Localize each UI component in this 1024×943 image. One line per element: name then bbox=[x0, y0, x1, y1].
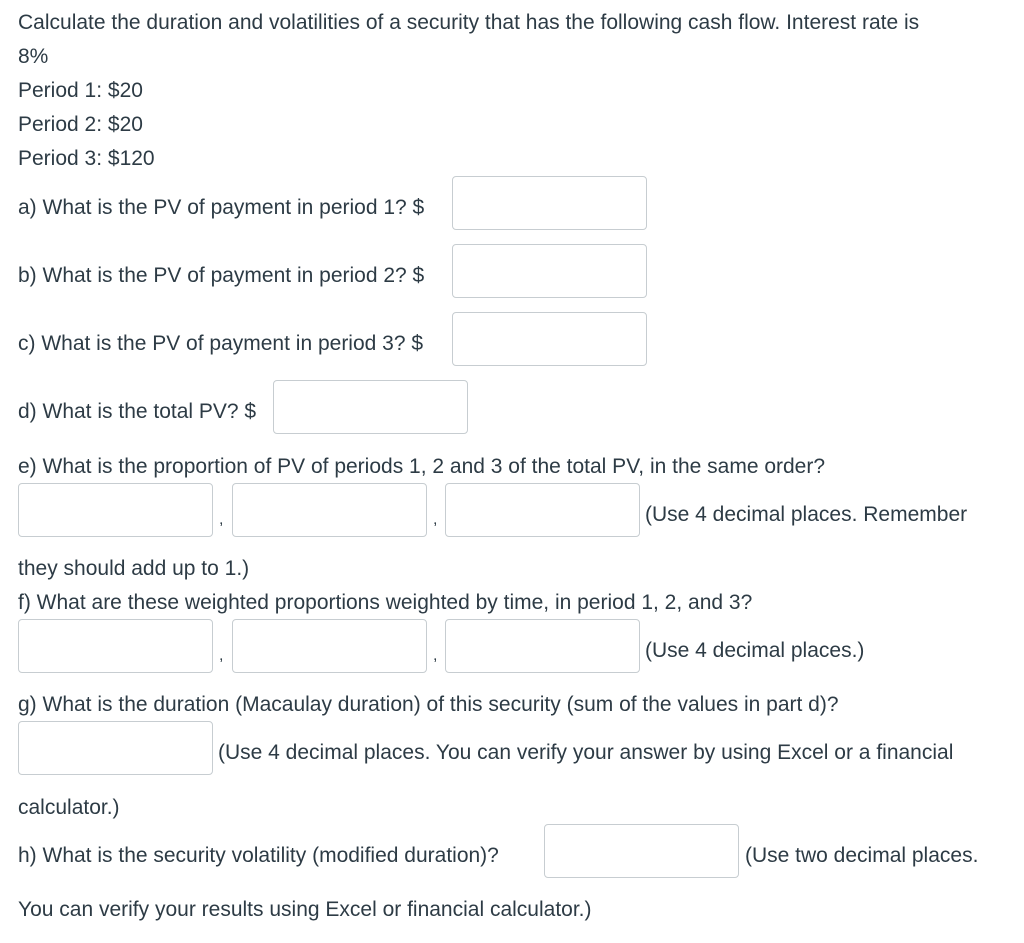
question-c-label: c) What is the PV of payment in period 3? $ bbox=[18, 332, 424, 355]
question-b-input[interactable] bbox=[452, 244, 647, 298]
question-e-input-1[interactable] bbox=[18, 483, 213, 537]
period-2-text: Period 2: $20 bbox=[18, 113, 143, 136]
question-f-hint: (Use 4 decimal places.) bbox=[645, 639, 865, 662]
question-h-input[interactable] bbox=[544, 824, 739, 878]
question-f-label: f) What are these weighted proportions weighted by time, in period 1, 2, and 3? bbox=[18, 591, 753, 614]
question-g-input[interactable] bbox=[18, 721, 213, 775]
question-h-hint-continued: You can verify your results using Excel or financial calculator.) bbox=[18, 898, 592, 921]
question-g-label: g) What is the duration (Macaulay duration) of this security (sum of the values in part d)? bbox=[18, 693, 839, 716]
question-c-input[interactable] bbox=[452, 312, 647, 366]
question-f-separator-2: , bbox=[433, 647, 438, 664]
question-e-input-2[interactable] bbox=[232, 483, 427, 537]
question-e-hint-continued: they should add up to 1.) bbox=[18, 557, 250, 580]
question-b-label: b) What is the PV of payment in period 2? $ bbox=[18, 264, 425, 287]
question-h-hint: (Use two decimal places. bbox=[745, 844, 979, 867]
question-f-input-1[interactable] bbox=[18, 619, 213, 673]
question-a-input[interactable] bbox=[452, 176, 647, 230]
question-h-label: h) What is the security volatility (modified duration)? bbox=[18, 844, 499, 867]
question-d-input[interactable] bbox=[273, 380, 468, 434]
intro-line-1: Calculate the duration and volatilities of a security that has the following cash flow. Interest rate is bbox=[18, 11, 920, 34]
question-g-hint-continued: calculator.) bbox=[18, 796, 120, 819]
question-e-hint: (Use 4 decimal places. Remember bbox=[645, 503, 968, 526]
question-a-label: a) What is the PV of payment in period 1? $ bbox=[18, 196, 425, 219]
period-1-text: Period 1: $20 bbox=[18, 79, 143, 102]
intro-line-2: 8% bbox=[18, 45, 49, 68]
question-f-input-3[interactable] bbox=[445, 619, 640, 673]
question-f-separator-1: , bbox=[219, 647, 224, 664]
question-e-separator-2: , bbox=[433, 511, 438, 528]
question-e-separator-1: , bbox=[219, 511, 224, 528]
question-e-input-3[interactable] bbox=[445, 483, 640, 537]
question-d-label: d) What is the total PV? $ bbox=[18, 400, 257, 423]
question-e-label: e) What is the proportion of PV of periods 1, 2 and 3 of the total PV, in the same order? bbox=[18, 455, 826, 478]
period-3-text: Period 3: $120 bbox=[18, 147, 155, 170]
question-g-hint: (Use 4 decimal places. You can verify your answer by using Excel or a financial bbox=[218, 741, 954, 764]
question-f-input-2[interactable] bbox=[232, 619, 427, 673]
